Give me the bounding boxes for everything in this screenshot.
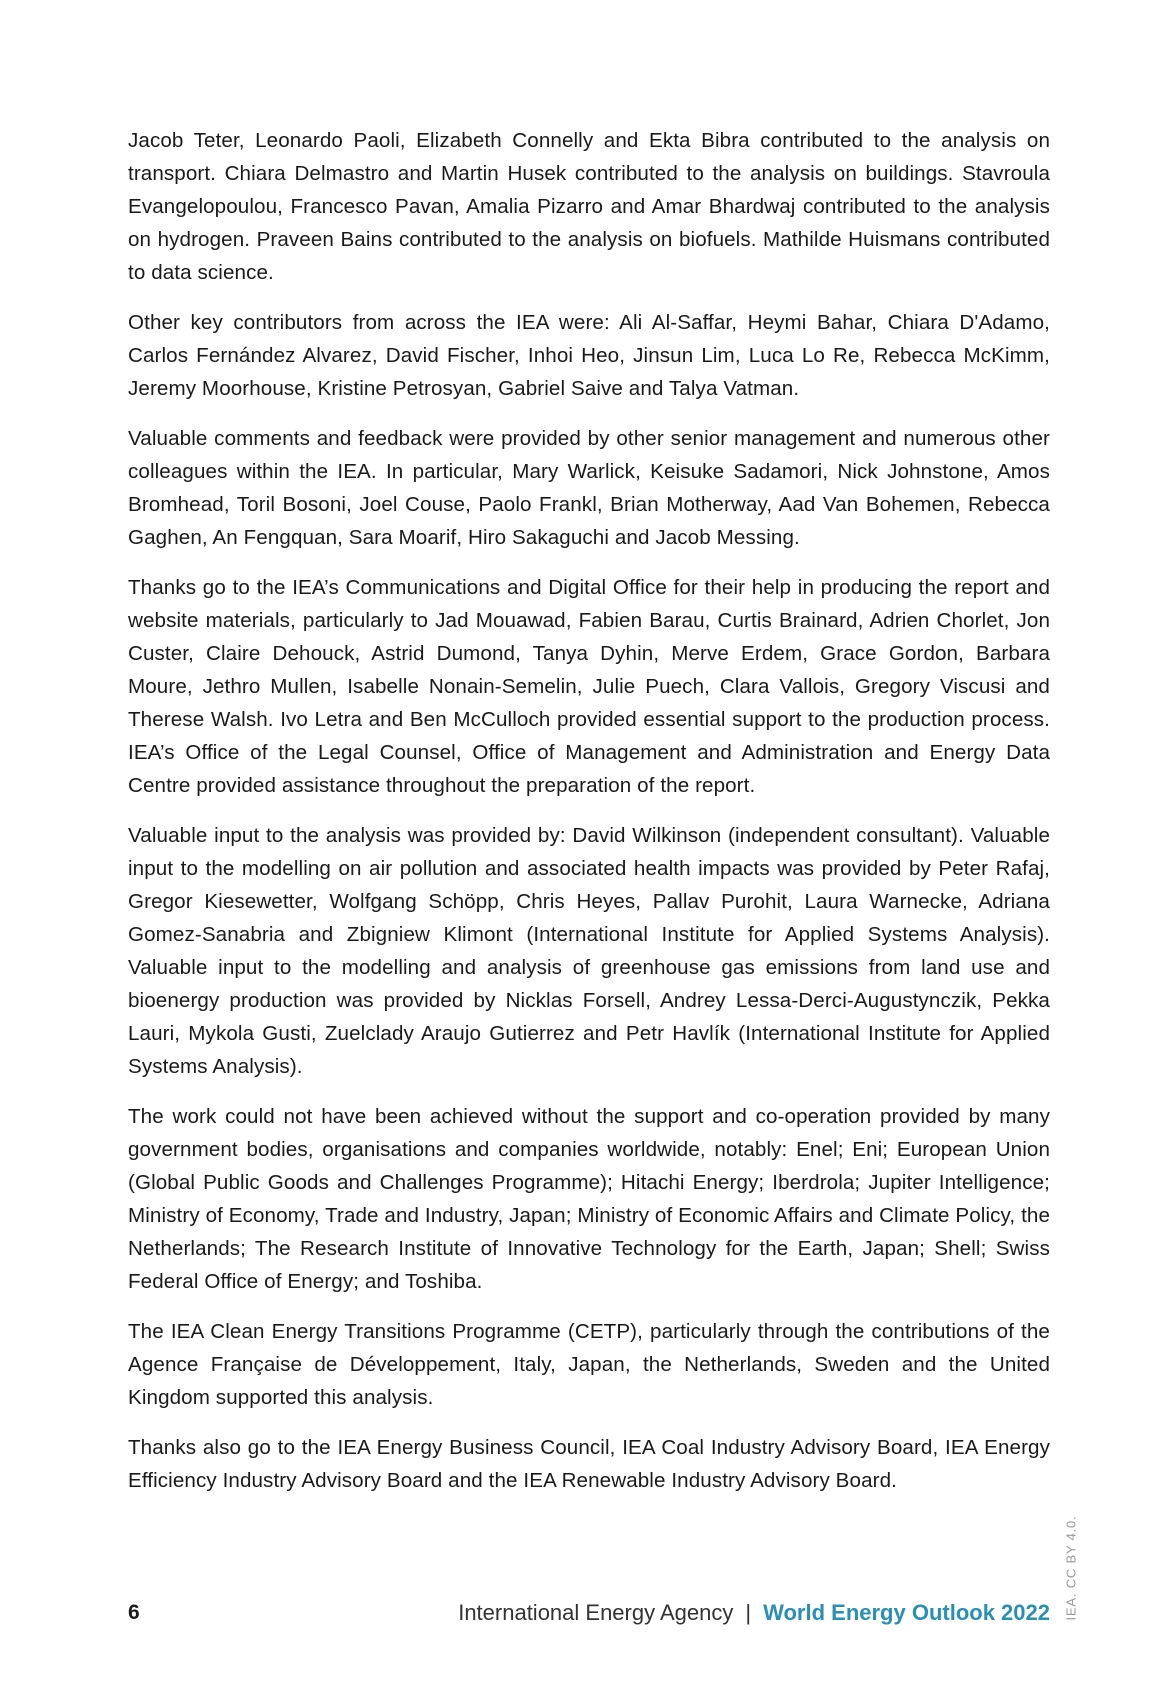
paragraph-cetp: The IEA Clean Energy Transitions Programme (CETP), particularly through the contributions of the Agence Française de Développement, Italy, Japan, the Netherlands, Sweden and the United Kingdom supported this analysis. bbox=[128, 1320, 1050, 1409]
paragraph-advisory-boards: Thanks also go to the IEA Energy Business Council, IEA Coal Industry Advisory Board, IEA Energy Efficiency Industry Advisory Board and the IEA Renewable Industry Advisory Board. bbox=[128, 1436, 1050, 1492]
paragraph-transport-buildings-hydrogen: Jacob Teter, Leonardo Paoli, Elizabeth Connelly and Ekta Bibra contributed to the analysis on transport. Chiara Delmastro and Martin Husek contributed to the analysis on buildings. Stavroula Evangelopoulou, Francesco Pavan, Amalia Pizarro and Amar Bhardwaj contributed to the analysis on hydrogen. Praveen Bains contributed to the analysis on biofuels. Mathilde Huismans contributed to data science. bbox=[128, 129, 1050, 284]
paragraph-government-support: The work could not have been achieved without the support and co-operation provided by many government bodies, organisations and companies worldwide, notably: Enel; Eni; European Union (Global Public Goods and Challenges Programme); Hitachi Energy; Iberdrola; Jupiter Intelligence; Ministry of Economy, Trade and Industry, Japan; Ministry of Economic Affairs and Climate Policy, the Netherlands; The Research Institute of Innovative Technology for the Earth, Japan; Shell; Swiss Federal Office of Energy; and Toshiba. bbox=[128, 1105, 1050, 1293]
page-body bbox=[128, 124, 1050, 1514]
license-notice bbox=[1061, 1512, 1081, 1624]
page-footer bbox=[128, 1596, 1050, 1630]
paragraph-other-contributors: Other key contributors from across the IEA were: Ali Al-Saffar, Heymi Bahar, Chiara D'Adamo, Carlos Fernández Alvarez, David Fischer, Inhoi Heo, Jinsun Lim, Luca Lo Re, Rebecca McKimm, Jeremy Moorhouse, Kristine Petrosyan, Gabriel Saive and Talya Vatman. bbox=[128, 311, 1050, 400]
footer-agency-name: International Energy Agency bbox=[458, 1600, 734, 1625]
footer-separator: | bbox=[745, 1600, 752, 1625]
paragraph-communications-office: Thanks go to the IEA’s Communications and Digital Office for their help in producing the report and website materials, particularly to Jad Mouawad, Fabien Barau, Curtis Brainard, Adrien Chorlet, Jon Custer, Claire Dehouck, Astrid Dumond, Tanya Dyhin, Merve Erdem, Grace Gordon, Barbara Moure, Jethro Mullen, Isabelle Nonain-Semelin, Julie Puech, Clara Vallois, Gregory Viscusi and Therese Walsh. Ivo Letra and Ben McCulloch provided essential support to the production process. IEA’s Office of the Legal Counsel, Office of Management and Administration and Energy Data Centre provided assistance throughout the preparation of the report. bbox=[128, 576, 1050, 797]
paragraph-comments-feedback: Valuable comments and feedback were provided by other senior management and numerous other colleagues within the IEA. In particular, Mary Warlick, Keisuke Sadamori, Nick Johnstone, Amos Bromhead, Toril Bosoni, Joel Couse, Paolo Frankl, Brian Motherway, Aad Van Bohemen, Rebecca Gaghen, An Fengquan, Sara Moarif, Hiro Sakaguchi and Jacob Messing. bbox=[128, 427, 1050, 549]
footer-report-title: World Energy Outlook 2022 bbox=[763, 1600, 1050, 1625]
page-number: 6 bbox=[128, 1601, 140, 1624]
license-text: IEA. CC BY 4.0. bbox=[1063, 1515, 1079, 1621]
paragraph-modelling-input: Valuable input to the analysis was provided by: David Wilkinson (independent consultant). Valuable input to the modelling on air pollution and associated health impacts was provided by Peter Rafaj, Gregor Kiesewetter, Wolfgang Schöpp, Chris Heyes, Pallav Purohit, Laura Warnecke, Adriana Gomez-Sanabria and Zbigniew Klimont (International Institute for Applied Systems Analysis). Valuable input to the modelling and analysis of greenhouse gas emissions from land use and bioenergy production was provided by Nicklas Forsell, Andrey Lessa-Derci-Augustynczik, Pekka Lauri, Mykola Gusti, Zuelclady Araujo Gutierrez and Petr Havlík (International Institute for Applied Systems Analysis). bbox=[128, 824, 1050, 1078]
footer-publication bbox=[458, 1596, 1050, 1630]
